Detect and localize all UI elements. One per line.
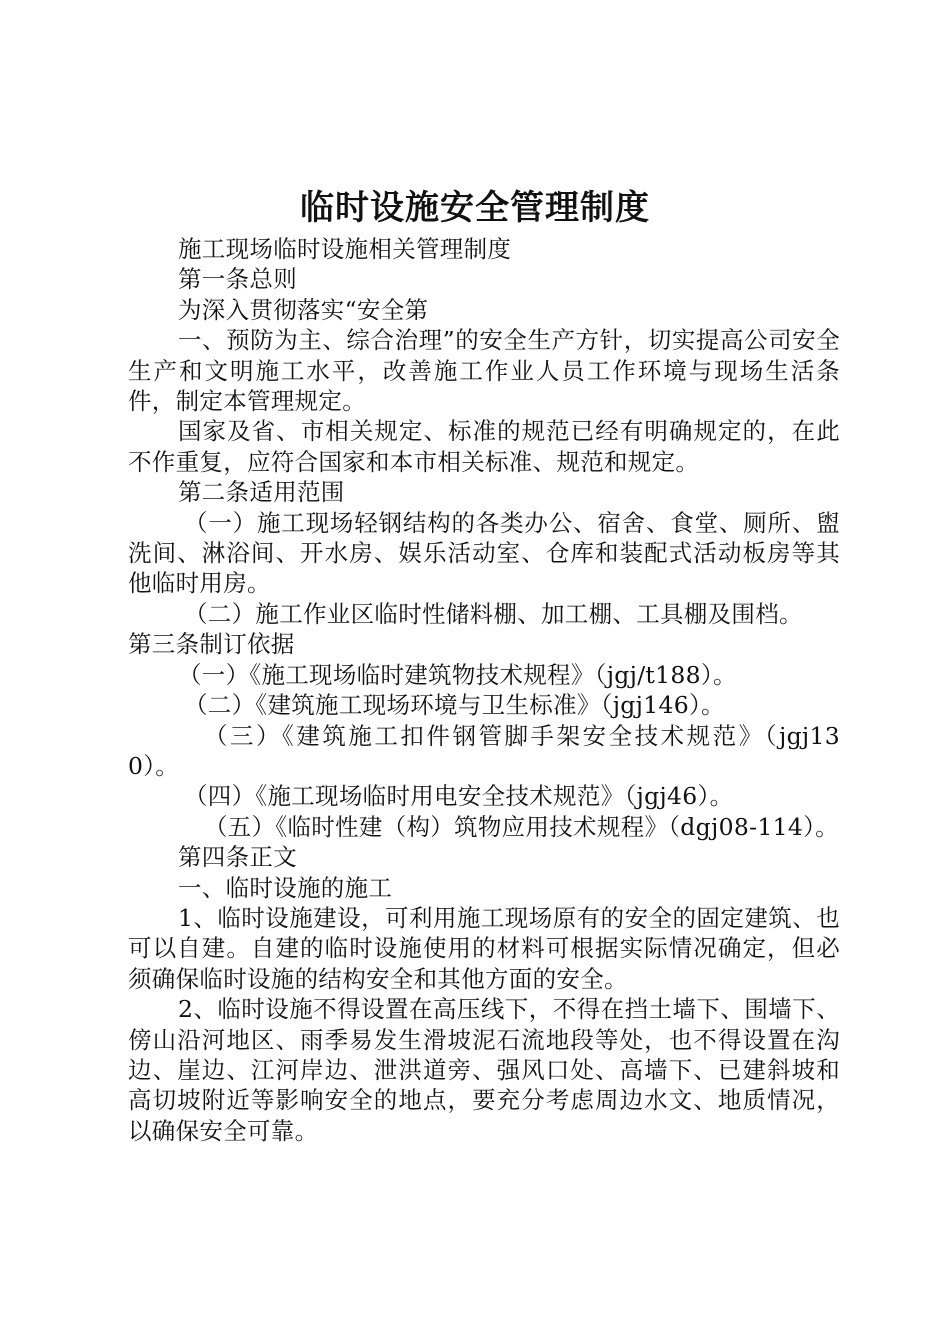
paragraph-purpose: 一、预防为主、综合治理”的安全生产方针，切实提高公司安全生产和文明施工水平，改善施工作业人员工作环境与现场生活条件，制定本管理规定。 xyxy=(128,326,840,416)
paragraph-article-2-heading: 第二条适用范围 xyxy=(178,478,345,507)
paragraph-article-3-heading: 第三条制订依据 xyxy=(128,630,295,659)
paragraph-basis-4: （四）《施工现场临时用电安全技术规范》（jgj46）。 xyxy=(184,782,734,811)
paragraph-scope-1: （一）施工现场轻钢结构的各类办公、宿舍、食堂、厕所、盥洗间、淋浴间、开水房、娱乐活动室、仓库和装配式活动板房等其他临时用房。 xyxy=(128,508,840,598)
paragraph-basis-5: （五）《临时性建（构）筑物应用技术规程》（dgj08-114）。 xyxy=(204,812,839,841)
paragraph-subtitle: 施工现场临时设施相关管理制度 xyxy=(178,235,512,263)
paragraph-national-rules: 国家及省、市相关规定、标准的规范已经有明确规定的，在此不作重复，应符合国家和本市相关标准、规范和规定。 xyxy=(128,417,840,476)
document-title: 临时设施安全管理制度 xyxy=(300,188,650,228)
paragraph-basis-2: （二）《建筑施工现场环境与卫生标准》（jgj146）。 xyxy=(184,691,725,720)
paragraph-article-4-heading: 第四条正文 xyxy=(178,843,297,872)
paragraph-item-2: 2、临时设施不得设置在高压线下，不得在挡土墙下、围墙下、傍山沿河地区、雨季易发生滑坡泥石流地段等处，也不得设置在沟边、崖边、江河岸边、泄洪道旁、强风口处、高墙下、已建斜坡和高切坡附近等影响安全的地点，要充分考虑周边水文、地质情况，以确保安全可靠。 xyxy=(128,995,840,1145)
paragraph-purpose-start: 为深入贯彻落实“安全第 xyxy=(178,295,429,324)
paragraph-item-1: 1、临时设施建设，可利用施工现场原有的安全的固定建筑、也可以自建。自建的临时设施使用的材料可根据实际情况确定，但必须确保临时设施的结构安全和其他方面的安全。 xyxy=(128,903,840,993)
paragraph-basis-1: （一）《施工现场临时建筑物技术规程》（jgj/t188）。 xyxy=(178,660,737,689)
paragraph-section-1-heading: 一、临时设施的施工 xyxy=(178,873,393,902)
paragraph-article-1-heading: 第一条总则 xyxy=(178,265,297,294)
paragraph-scope-2: （二）施工作业区临时性储料棚、加工棚、工具棚及围档。 xyxy=(184,599,803,628)
document-body xyxy=(128,234,840,1146)
paragraph-basis-3: （三）《建筑施工扣件钢管脚手架安全技术规范》（jgj130）。 xyxy=(128,721,840,780)
